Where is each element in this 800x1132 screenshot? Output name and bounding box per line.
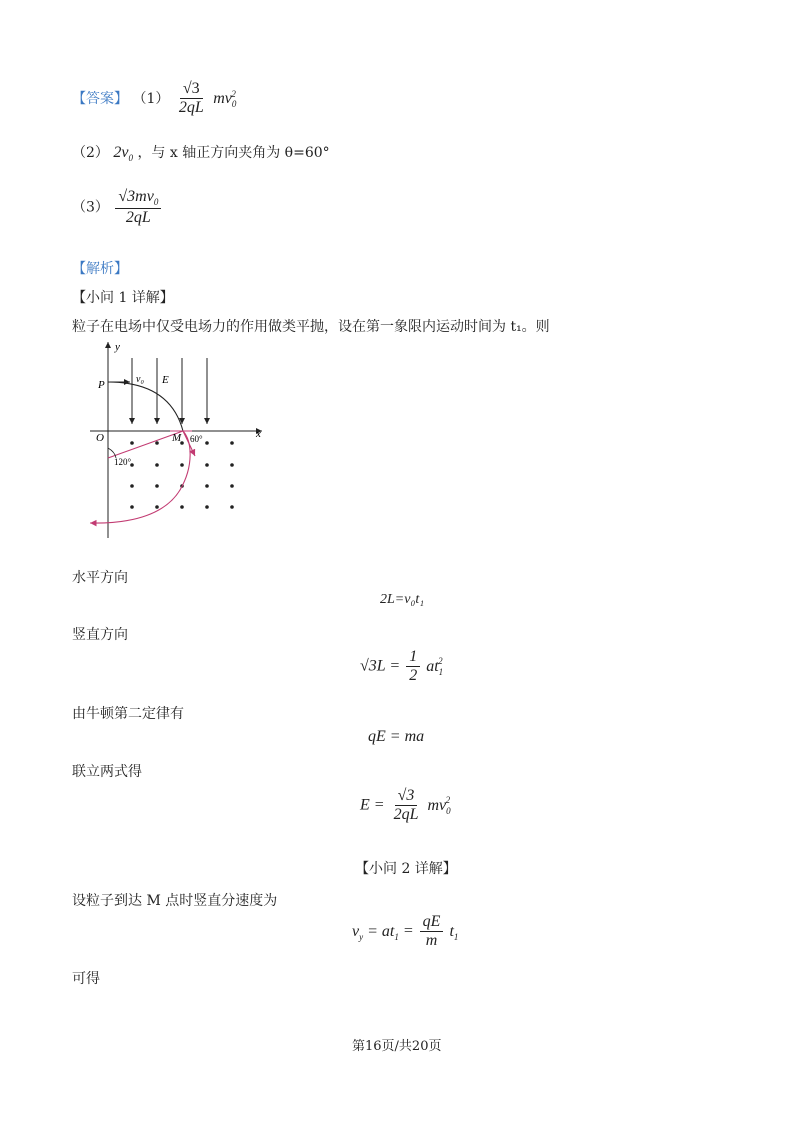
physics-diagram: [80, 338, 280, 543]
q2-title: 【小问 2 详解】: [355, 861, 457, 877]
q2-intro: 设粒子到达 M 点时竖直分速度为: [72, 893, 278, 909]
answer-part3-fraction: [115, 188, 161, 227]
equation-1: 2L=v₀t₁: [380, 592, 425, 607]
answer-part1-label: （1）: [132, 90, 170, 107]
answer-part3-label: （3）: [72, 199, 109, 216]
answer-part3-numerator: $√3mv_0$: [115, 188, 161, 209]
equation-2: √3L = $\frac{1}{2}$ $at_1^2$: [360, 648, 444, 685]
kede-label: 可得: [72, 971, 100, 987]
answer-part3-denominator: 2qL: [125, 208, 151, 226]
label-60: 60°: [190, 434, 203, 444]
vertical-label: 竖直方向: [72, 627, 128, 643]
answer-tag: 【答案】: [72, 90, 128, 107]
label-y: y: [115, 341, 120, 353]
field-lines: [132, 358, 207, 424]
newton-label: 由牛顿第二定律有: [72, 706, 184, 722]
horizontal-label: 水平方向: [72, 570, 128, 586]
answer-part2: [72, 142, 330, 163]
q1-title: 【小问 1 详解】: [72, 290, 174, 306]
analysis-tag: 【解析】: [72, 261, 128, 277]
label-m: M: [172, 432, 182, 444]
answer-part1-fraction: [176, 80, 207, 118]
answer-part2-label: （2）: [72, 145, 109, 161]
answer-part1: [72, 80, 236, 118]
page-number: 第16页/共20页: [352, 1039, 442, 1054]
answer-part1-denominator: 2qL: [178, 99, 204, 117]
equation-5: $v_y = at_1$ = $\frac{qE}{m}$ $t_1$: [352, 913, 459, 950]
equation-4: E = $\frac{√3}{2qL}$ $mv_0^2$: [360, 787, 451, 824]
answer-part1-numerator: √3: [180, 80, 203, 99]
answer-part1-tail: $mv_0^2$: [213, 88, 237, 110]
field-dots: [130, 441, 234, 509]
label-e: E: [162, 374, 169, 386]
label-x: x: [256, 428, 261, 440]
label-p: P: [98, 379, 105, 391]
answer-part2-text: ，与 x 轴正方向夹角为 θ=60°: [137, 145, 330, 161]
label-v0: v₀: [136, 374, 144, 385]
label-120: 120°: [114, 457, 132, 467]
q1-intro: 粒子在电场中仅受电场力的作用做类平抛，设在第一象限内运动时间为 t₁。则: [72, 319, 550, 335]
answer-part3: [72, 188, 163, 227]
circular-path: [90, 431, 190, 523]
parabola-path: [108, 382, 183, 431]
label-o: O: [96, 432, 104, 444]
answer-part2-value: $2v_0$: [113, 144, 133, 164]
equation-3: qE = ma: [368, 728, 425, 745]
combine-label: 联立两式得: [72, 764, 142, 780]
